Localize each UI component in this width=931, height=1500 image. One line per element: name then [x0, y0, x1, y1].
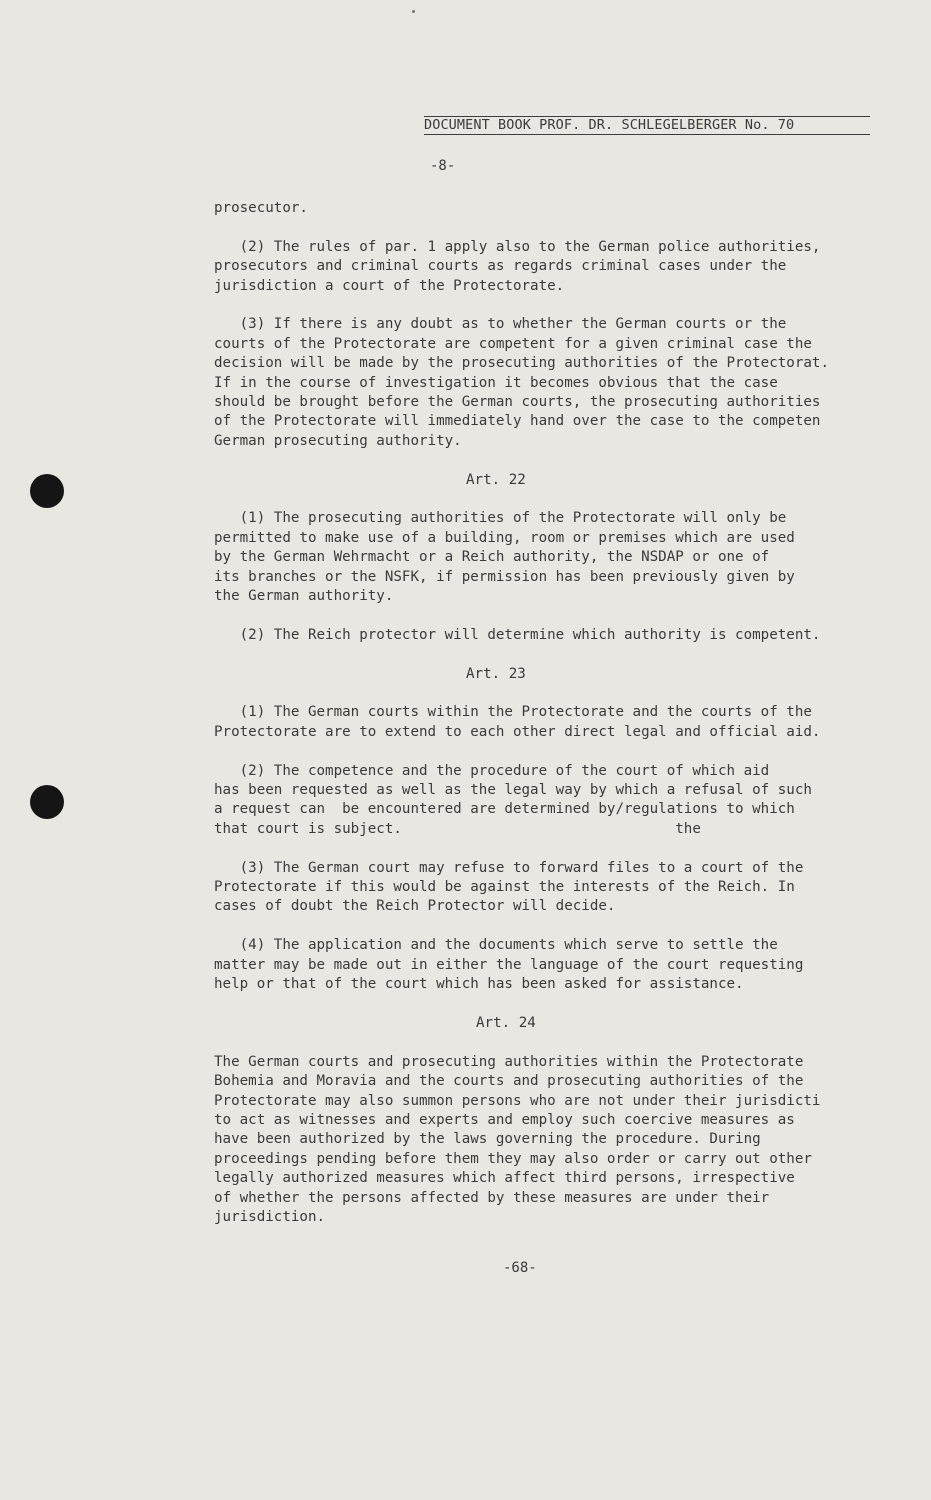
- paragraph-art21-3: (3) If there is any doubt as to whether the German courts or the courts of the Protectorate are competent for a given criminal case the decision will be made by the prosecuting authorities of the Protectorat. If in the course of investigation it becomes obvious that the case should be brought before the German courts, the prosecuting authorities of the Protectorate will immediately hand over the case to the competen German prosecuting authority.: [214, 316, 829, 449]
- article-22-heading: Art. 22: [466, 471, 526, 488]
- document-body: [214, 199, 904, 1227]
- paragraph-continued: prosecutor.: [214, 200, 308, 216]
- paragraph-art24: The German courts and prosecuting authorities within the Protectorate Bohemia and Moravia and the courts and prosecuting authorities of the Protectorate may also summon persons who are not under their jurisdicti to act as witnesses and experts and employ such coercive measures as have been authorized by the laws governing the procedure. During proceedings pending before them they may also order or carry out other legally authorized measures which affect third persons, irrespective of whether the persons affected by these measures are under their jurisdiction.: [214, 1053, 821, 1225]
- paragraph-art23-2: (2) The competence and the procedure of the court of which aid has been requested as well as the legal way by which a refusal of such a request can be encountered are determined by/regulations to which that court is subject. the: [214, 762, 812, 837]
- paragraph-art23-3: (3) The German court may refuse to forward files to a court of the Protectorate if this would be against the interests of the Reich. In cases of doubt the Reich Protector will decide.: [214, 859, 804, 915]
- page-marker: -8-: [430, 158, 456, 174]
- article-23-heading: Art. 23: [466, 665, 526, 682]
- paper-speck: [412, 10, 415, 13]
- paragraph-art22-1: (1) The prosecuting authorities of the Protectorate will only be permitted to make use of a building, room or premises which are used by the German Wehrmacht or a Reich authority, the NSDAP or one of its branches or the NSFK, if permission has been previously given by the German authority.: [214, 510, 795, 605]
- paragraph-art22-2: (2) The Reich protector will determine which authority is competent.: [214, 626, 821, 643]
- punch-hole: [30, 785, 64, 819]
- document-book-title: DOCUMENT BOOK PROF. DR. SCHLEGELBERGER No. 70: [424, 117, 870, 135]
- paragraph-art21-2: (2) The rules of par. 1 apply also to the German police authorities, prosecutors and criminal courts as regards criminal cases under the jurisdiction a court of the Protectorate.: [214, 238, 821, 294]
- article-24-heading: Art. 24: [476, 1014, 536, 1031]
- punch-hole: [30, 474, 64, 508]
- page-number: -68-: [503, 1260, 537, 1276]
- paragraph-art23-4: (4) The application and the documents which serve to settle the matter may be made out in either the language of the court requesting help or that of the court which has been asked for assistance.: [214, 937, 804, 993]
- paragraph-art23-1: (1) The German courts within the Protectorate and the courts of the Protectorate are to extend to each other direct legal and official aid.: [214, 704, 821, 740]
